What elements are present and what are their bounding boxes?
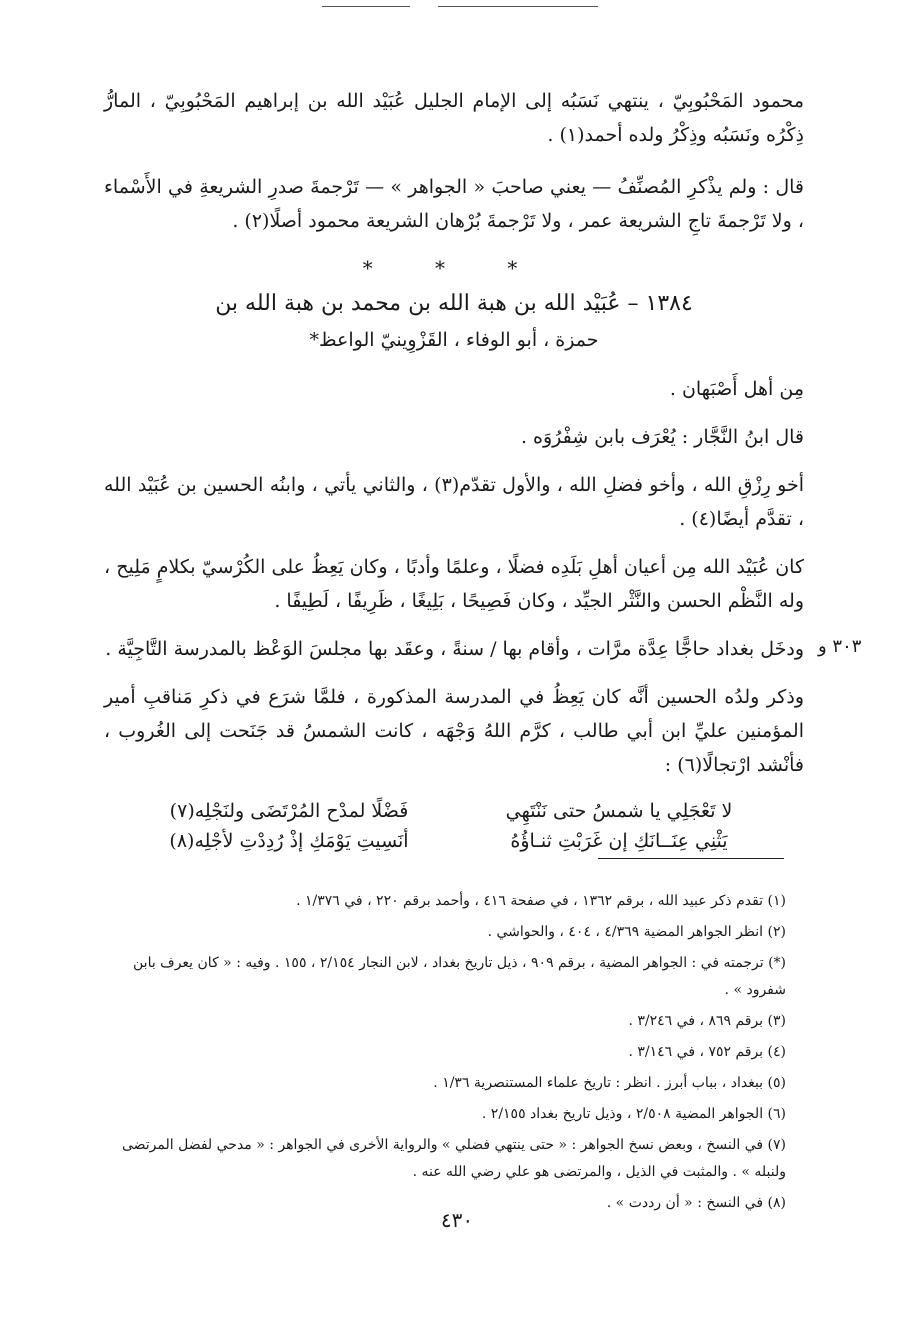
entry-paragraph-5: ودخَل بغداد حاجًّا عِدَّة مرَّات ، وأقام بها / سنةً ، وعقَد بها مجلسَ الوَعْظ بالمدرسة التَّاجِيَّة .: [105, 638, 804, 660]
footnote-star: (*) ترجمته في : الجواهر المضية ، برقم ٩٠٩ ، ذيل تاريخ بغداد ، لابن النجار ٢/١٥٤ ، ١٥٥ . وفيه : « كان يعرف بابن شفرود » .: [133, 955, 786, 998]
paragraph-2: قال : ولم يذْكرِ المُصنِّفُ — يعني صاحبَ « الجواهر » — تَرْجمةَ صدرِ الشريعةِ في الأَسْماء ، ولا تَرْجمةَ تاجِ الشريعة عمر ، ولا تَرْجمةَ بُرْهان الشريعة محمود أصلًا(٢) .: [104, 176, 804, 232]
paragraph-1: محمود المَحْبُوبِيّ ، ينتهي نَسَبُه إلى الإمام الجليل عُبَيْد الله بن إبراهيم المَحْبُوبِيّ ، المارُّ ذِكْرُه ونَسَبُه وذِكْرُ ولده أحمد(١) .: [104, 90, 804, 146]
entry-heading-line2: حمزة ، أبو الوفاء ، القَزْوِينيّ الواعظ*: [309, 329, 599, 351]
entry-paragraph-3: أخو رِزْقِ الله ، وأخو فضلِ الله ، والأول تقدّم(٣) ، والثاني يأتي ، وابنُه الحسين بن عُبَيْد الله ، تقدَّم أيضًا(٤) .: [104, 474, 804, 530]
footnote-3: (٣) برقم ٨٦٩ ، في ٣/٢٤٦ .: [628, 1013, 786, 1029]
poem: [144, 796, 764, 856]
footnotes: [110, 888, 786, 1221]
section-separator: * * *: [362, 256, 546, 280]
footnote-8: (٨) في النسخ : « أن رددت » .: [606, 1195, 786, 1211]
entry-heading: [104, 286, 804, 358]
entry-paragraph-1: مِن أهل أَصْبَهان .: [669, 378, 804, 400]
margin-folio-note: ٣٠٣ و: [818, 636, 862, 657]
footnote-rule: [598, 858, 784, 859]
footnote-7: (٧) في النسخ ، وبعض نسخ الجواهر : « حتى ينتهي فضلي » والرواية الأخرى في الجواهر : « مدحي لفضل المرتضى ولنبله » . والمثبت في الذيل ، والمرتضى هو علي رضي الله عنه .: [121, 1137, 786, 1180]
entry-paragraph-4: كان عُبَيْد الله مِن أعيان أهلِ بَلَدِه فضلًا ، وعلمًا وأدبًا ، وكان يَعِظُ على الكُرْسيّ بكلامٍ مَلِيح ، وله النَّظْم الحسن والنَّثْر الجيِّد ، وكان فَصِيحًا ، بَلِيغًا ، ظَرِيفًا ، لَطِيفًا .: [104, 556, 804, 612]
footnote-5: (٥) ببغداد ، بباب أبرز . انظر : تاريخ علماء المستنصرية ١/٣٦ .: [433, 1075, 786, 1091]
entry-paragraph-6: وذكر ولدُه الحسين أنَّه كان يَعِظُ في المدرسة المذكورة ، فلمَّا شرَع في ذكرِ مَناقبِ أمير المؤمنين عليِّ ابن أبي طالب ، كرَّم اللهُ وَجْهَه ، كانت الشمسُ قد جَنَحت إلى الغُروب ، فأنْشد ارْتجالًا(٦) :: [104, 686, 804, 776]
entry-paragraph-2: قال ابنُ النَّجَّار : يُعْرَف بابن شِفْرُوَه .: [520, 426, 804, 448]
footnote-1: (١) تقدم ذكر عبيد الله ، برقم ١٣٦٢ ، في صفحة ٤١٦ ، وأحمد برقم ٢٢٠ ، في ١/٣٧٦ .: [296, 893, 786, 909]
verse-1-first-hemistich: لا تَعْجَلِي يا شمسُ حتى نَنْتَهِي: [505, 800, 733, 822]
header-rule-right: [438, 6, 598, 7]
main-text: [104, 84, 804, 856]
entry-heading-line1: ١٣٨٤ – عُبَيْد الله بن هبة الله بن محمد بن هبة الله بن: [215, 291, 693, 316]
footnote-4: (٤) برقم ٧٥٢ ، في ٣/١٤٦ .: [628, 1044, 786, 1060]
header-rule-left: [322, 6, 410, 7]
verse-1-second-hemistich: فَضْلًا لمدْح المُرْتَضَى ولنَجْلِه(٧): [169, 800, 409, 822]
verse-2-second-hemistich: أنَسِيتِ يَوْمَكِ إذْ رُدِدْتِ لأجْلِه(٨): [169, 830, 409, 852]
verse-2-first-hemistich: يَثْنِي عِنَــانَكِ إن غَرَبْتِ ثنـاؤُهُ: [510, 830, 728, 852]
page-number: ٤٣٠: [440, 1208, 474, 1232]
footnote-6: (٦) الجواهر المضية ٢/٥٠٨ ، وذيل تاريخ بغداد ٢/١٥٥ .: [481, 1106, 786, 1122]
footnote-2: (٢) انظر الجواهر المضية ٤/٣٦٩ ، ٤٠٤ ، والحواشي .: [487, 924, 786, 940]
